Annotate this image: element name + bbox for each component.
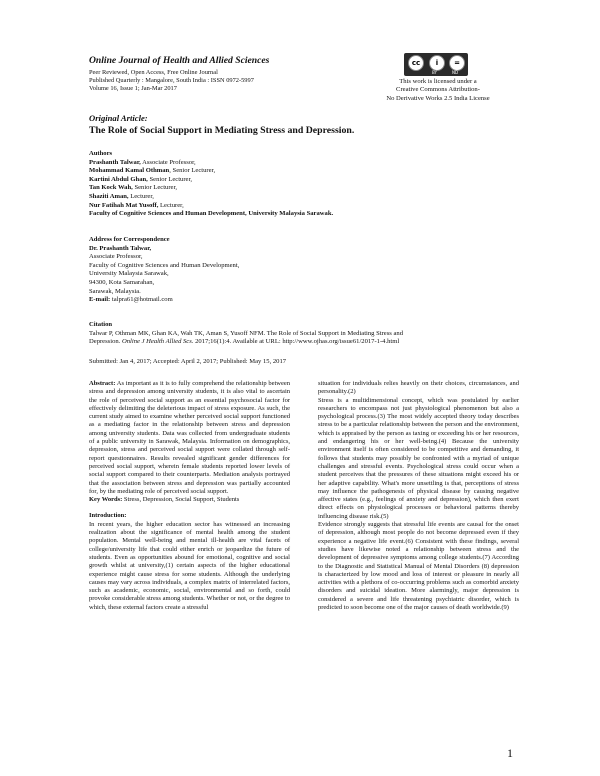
correspondence-line: Faculty of Cognitive Sciences and Human Development, — [89, 261, 240, 269]
nd-icon: = — [449, 55, 465, 71]
correspondence-line: Associate Professor, — [89, 253, 143, 261]
citation-heading: Citation — [89, 321, 113, 328]
journal-line-1: Peer Reviewed, Open Access, Free Online Journal — [89, 69, 218, 76]
author-5: Shaziti Aman, Lecturer, — [89, 192, 154, 200]
correspondence-line: 94300, Kota Samarahan, — [89, 278, 155, 286]
license-line-1: This work is licensed under a — [399, 78, 477, 85]
citation-line-1: Talwar P, Othman MK, Ghan KA, Wah TK, Aman S, Yusoff NFM. The Role of Social Support in Mediating Stress and — [89, 329, 404, 337]
correspondence-line: Sarawak, Malaysia. — [89, 287, 141, 295]
faculty-line: Faculty of Cognitive Sciences and Human Development, University Malaysia Sarawak. — [89, 210, 334, 218]
article-type: Original Article: — [89, 113, 148, 123]
left-column — [89, 380, 290, 612]
journal-line-2: Published Quarterly : Mangalore, South India : ISSN 0972-5997 — [89, 77, 254, 85]
right-paragraph-3: Evidence strongly suggests that stressful life events are causal for the onset of depression, although most people do not become depressed even if they experience a negative life event.(6) Consistent with these findings, several studies have likewise noted a relationship between stress and the development of depressive symptoms among college students.(7) According to the Diagnostic and Statistical Manual of Mental Disorders (8) depression is characterized by low mood and loss of interest or pleasure in nearly all activities with a plethora of co-occurring problems such as comorbid anxiety disorders and suicidal ideation. More alarmingly, major depression is considered a severe and life threatening psychiatric disorder, which is predicted to soon become one of the major causes of death worldwide.(9) — [318, 521, 519, 612]
page-number: 1 — [507, 746, 513, 760]
correspondence-heading: Address for Correspondence — [89, 236, 170, 243]
author-3: Kartini Abdul Ghan, Senior Lecturer, — [89, 175, 193, 183]
author-4: Tan Kock Wah, Senior Lecturer, — [89, 184, 178, 192]
email-line: E-mail: talpra61@hotmail.com — [89, 296, 173, 304]
authors-block — [89, 150, 333, 219]
dates-line: Submitted: Jan 4, 2017; Accepted: April 2, 2017; Published: May 15, 2017 — [89, 358, 287, 365]
abstract: Abstract: As important as it is to fully comprehend the relationship between stress and depression among university students, it is also vital to ascertain the role of perceived social support as an essential psychosocial factor for effectively delimiting the deleterious impact of stress exposure. As such, the current study aimed to examine whether perceived social support functioned as a mediating factor in the relationship between stress and depression among university students. Data was collected from undergraduate students of a public university in Sarawak, Malaysia. Information on demographics, depression, stress and perceived social support were collated through self-report questionnaires. Results revealed significant gender differences for perceived social support, wherein female students reported lower levels of social support compared to their counterparts. Mediation analysis portrayed that the association between stress and depression was partially accounted for, by the mediating role of perceived social support. — [89, 380, 290, 495]
license-text — [368, 78, 508, 103]
creative-commons-badge[interactable] — [404, 53, 468, 76]
keywords: Key Words: Stress, Depression, Social Support, Students — [89, 496, 240, 504]
author-2: Mohammad Kamal Othman, Senior Lecturer, — [89, 167, 216, 175]
cc-icon: cc — [408, 55, 424, 71]
license-line-3[interactable]: No Derivative Works 2.5 India License — [386, 94, 490, 102]
by-label: BY — [432, 70, 437, 75]
article-title: The Role of Social Support in Mediating Stress and Depression. — [89, 125, 355, 136]
license-line-2[interactable]: Creative Commons Attribution- — [396, 86, 480, 94]
by-icon: i — [429, 55, 445, 71]
authors-heading: Authors — [89, 150, 113, 157]
right-paragraph-1: situation for individuals relies heavily on their choices, circumstances, and personality.(2) — [318, 380, 519, 396]
right-column — [318, 380, 519, 612]
correspondence-block — [89, 236, 239, 305]
citation-block — [89, 321, 403, 347]
author-6: Nur Fatihah Mat Yusoff, Lecturer, — [89, 201, 184, 209]
author-1: Prashanth Talwar, Associate Professor, — [89, 158, 196, 166]
intro-text: In recent years, the higher education sector has witnessed an increasing realization about the significance of mental health among the student population. Mental well-being and mental ill-health are vital facets of college/university life that could either enrich or jeopardize the future of students. Even as opportunities abound for emotional, cognitive and social growth whilst at university,(1) certain aspects of the higher educational experience might cause stress for some students. Although the underlying causes may vary across individuals, a complex matrix of interrelated factors, such as academic, economic, social, environmental and so forth, could provoke considerable stress among students. Whether or not, or the degree to which, these external factors create a stressful — [89, 520, 290, 611]
journal-meta — [89, 69, 254, 93]
intro-heading: Introduction: — [89, 512, 127, 520]
citation-url[interactable]: 2017;16(1):4. Available at URL: http://www.ojhas.org/issue61/2017-1-4.html — [193, 338, 400, 346]
journal-title: Online Journal of Health and Allied Sciences — [89, 55, 270, 66]
email-link[interactable]: talpra61@hotmail.com — [110, 296, 173, 304]
nd-label: ND — [452, 70, 459, 75]
citation-line-2: Depression. Online J Health Allied Scs. 2017;16(1):4. Available at URL: http://www.ojhas.org/issue61/2017-1-4.html — [89, 338, 400, 346]
correspondence-name: Dr. Prashanth Talwar, — [89, 244, 152, 252]
correspondence-line: University Malaysia Sarawak, — [89, 270, 169, 278]
right-paragraph-2: Stress is a multidimensional concept, which was postulated by earlier researchers to encompass not just physiological phenomenon but also a psychological process.(3) The most widely accepted theory today describes stress to be a particular relationship between the person and the environment, which is appraised by the person as taxing or exceeding his or her resources, and endangering his or her well-being.(4) Because the university environment itself is often considered to be competitive and demanding, it follows that students may possibly be confronted with a myriad of unique challenges and stressful events. Psychological stress could occur when a student perceives that the pressures of these situations might exceed his or her adaptive capability. What's more unsettling is that, perceptions of stress may influence the pathogenesis of physical disease by causing negative affective states (e.g., feelings of anxiety and depression), which then exert direct effects on physiological processes or behavioral patterns thereby influencing disease risk.(5) — [318, 396, 519, 520]
journal-line-3: Volume 16, Issue 1; Jan-Mar 2017 — [89, 85, 177, 93]
